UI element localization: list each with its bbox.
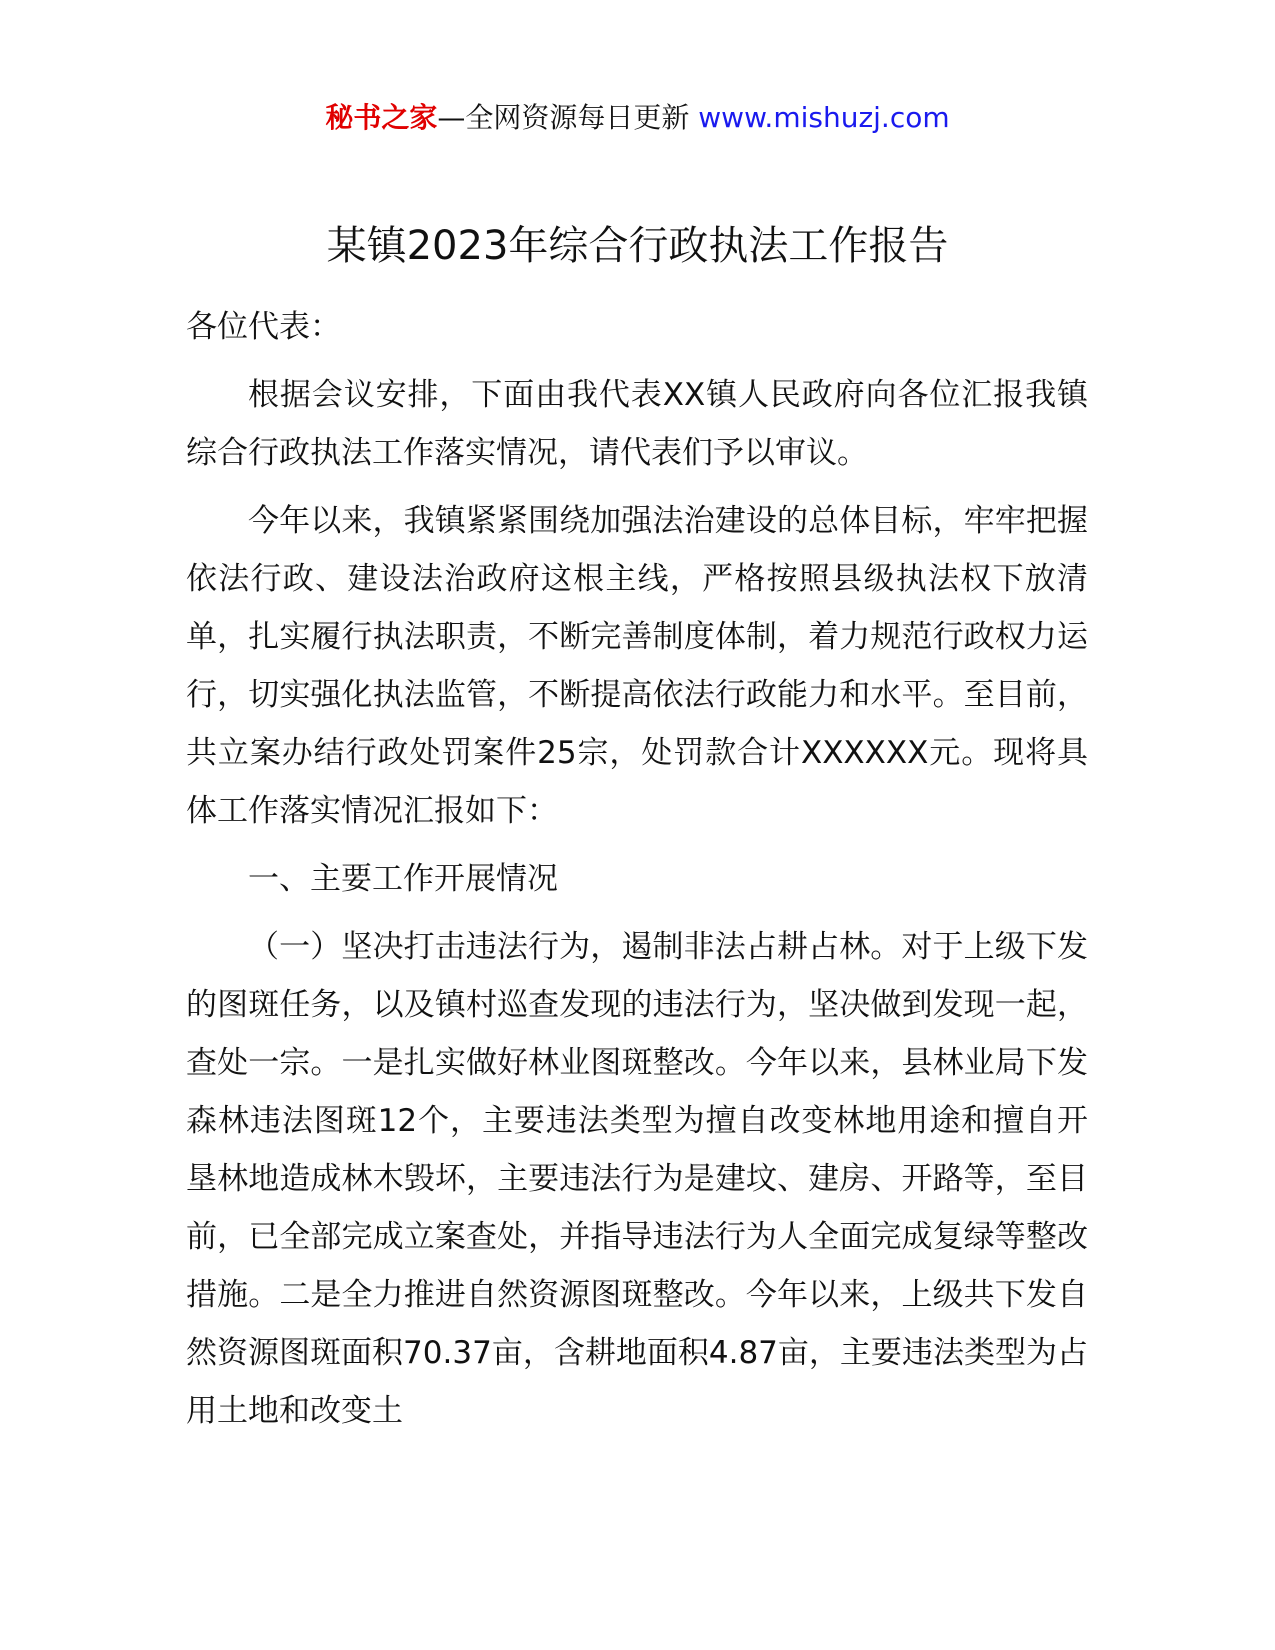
- paragraph-section-1-1: （一）坚决打击违法行为，遏制非法占耕占林。对于上级下发的图斑任务，以及镇村巡查发现的违法行为，坚决做到发现一起，查处一宗。一是扎实做好林业图斑整改。今年以来，县林业局下发森林违法图斑12个，主要违法类型为擅自改变林地用途和擅自开垦林地造成林木毁坏，主要违法行为是建坟、建房、开路等，至目前，已全部完成立案查处，并指导违法行为人全面完成复绿等整改措施。二是全力推进自然资源图斑整改。今年以来，上级共下发自然资源图斑面积70.37亩，含耕地面积4.87亩，主要违法类型为占用土地和改变土: [186, 929, 1088, 1429]
- header-brand: 秘书之家: [325, 101, 438, 134]
- section-heading-1: 一、主要工作开展情况: [248, 861, 558, 897]
- header-url-link[interactable]: www.mishuzj.com: [698, 101, 950, 134]
- paragraph-intro: 根据会议安排，下面由我代表XX镇人民政府向各位汇报我镇综合行政执法工作落实情况，请代表们予以审议。: [186, 377, 1088, 471]
- site-header: [0, 98, 1275, 138]
- header-tagline: —全网资源每日更新: [437, 101, 699, 134]
- document-title: 某镇2023年综合行政执法工作报告: [326, 223, 949, 269]
- salutation: 各位代表：: [186, 309, 341, 345]
- document-body: [186, 298, 1088, 1450]
- paragraph-overview: 今年以来，我镇紧紧围绕加强法治建设的总体目标，牢牢把握依法行政、建设法治政府这根主线，严格按照县级执法权下放清单，扎实履行执法职责，不断完善制度体制，着力规范行政权力运行，切实强化执法监管，不断提高依法行政能力和水平。至目前，共立案办结行政处罚案件25宗，处罚款合计XXXXXX元。现将具体工作落实情况汇报如下：: [186, 503, 1088, 829]
